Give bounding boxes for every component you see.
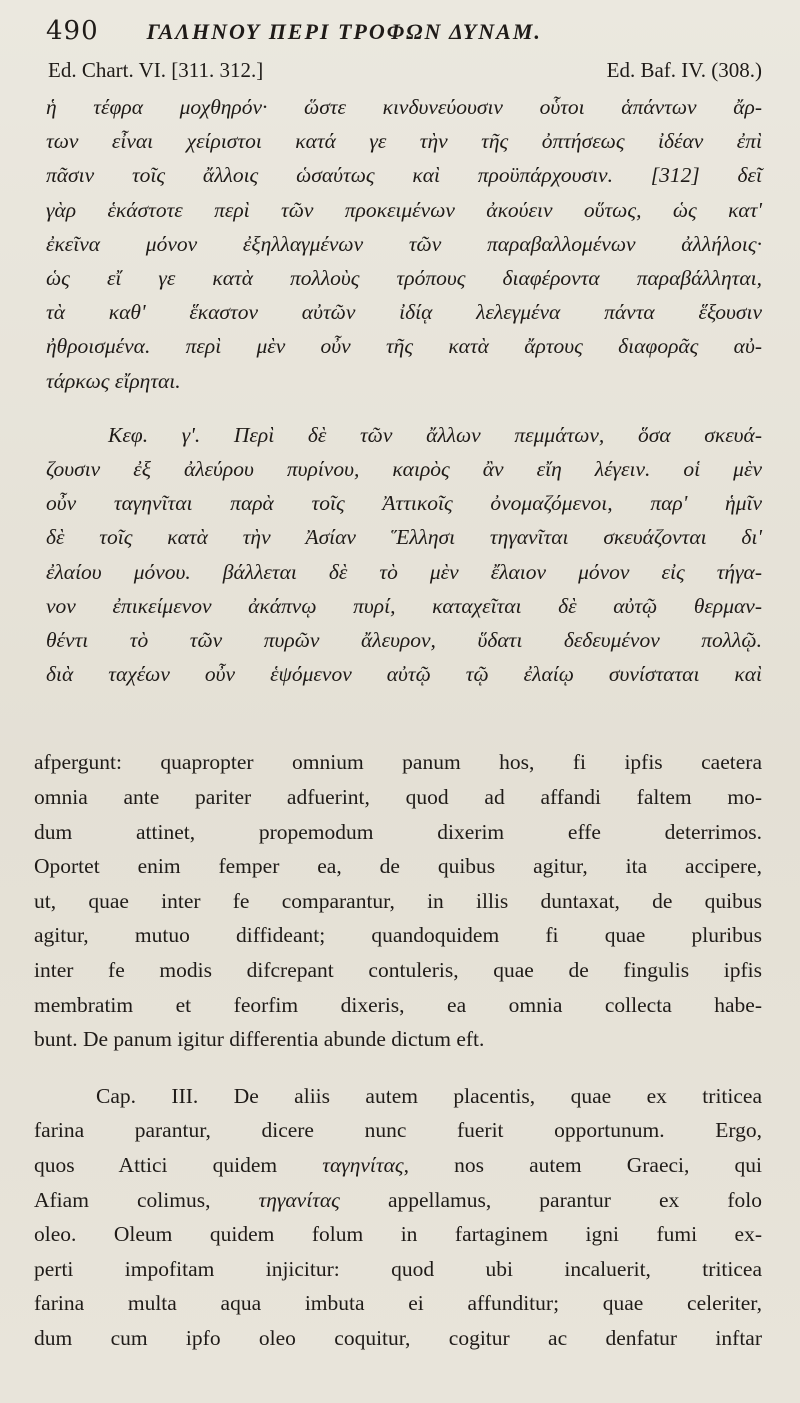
latin-line: farina multa aqua imbuta ei affunditur; quae celeriter, bbox=[34, 1291, 762, 1316]
greek-line: πᾶσιν τοῖς ἄλλοις ὡσαύτως καὶ προϋπάρχουσιν. [312] δεῖ bbox=[46, 163, 762, 188]
edition-chart-reference: Ed. Chart. VI. [311. 312.] bbox=[48, 58, 264, 82]
edition-basel-reference: Ed. Baf. IV. (308.) bbox=[606, 58, 762, 82]
greek-line: των εἶναι χείριστοι κατά γε τὴν τῆς ὀπτήσεως ἰδέαν ἐπὶ bbox=[46, 129, 762, 154]
latin-line: bunt. De panum igitur differentia abunde dictum eft. bbox=[34, 1027, 485, 1052]
latin-line: perti impofitam injicitur: quod ubi incaluerit, triticea bbox=[34, 1256, 762, 1281]
greek-line: γὰρ ἑκάστοτε περὶ τῶν προκειμένων ἀκούειν οὕτως, ὡς κατ' bbox=[46, 197, 762, 222]
greek-line: δὲ τοῖς κατὰ τὴν Ἀσίαν Ἕλλησι τηγανῖται σκευάζονται δι' bbox=[46, 525, 762, 550]
greek-term: ταγηνίτας bbox=[322, 1152, 404, 1177]
latin-line: dum attinet, propemodum dixerim effe deterrimos. bbox=[34, 819, 762, 844]
latin-text: quos Attici quidem bbox=[34, 1152, 278, 1177]
latin-line: Oportet enim femper ea, de quibus agitur, ita accipere, bbox=[34, 854, 762, 879]
latin-line: afpergunt: quapropter omnium panum hos, fi ipfis caetera bbox=[34, 750, 762, 775]
greek-line: ὡς εἴ γε κατὰ πολλοὺς τρόπους διαφέροντα παραβάλληται, bbox=[46, 266, 762, 291]
latin-line: dum cum ipfo oleo coquitur, cogitur ac denfatur inftar bbox=[34, 1325, 762, 1350]
latin-line: agitur, mutuo diffideant; quandoquidem fi quae pluribus bbox=[34, 923, 762, 948]
latin-text: Afiam colimus, bbox=[34, 1187, 211, 1212]
latin-paragraph-1 bbox=[34, 745, 762, 1056]
latin-paragraph-2 bbox=[34, 1079, 762, 1356]
greek-line: νον ἐπικείμενον ἀκάπνῳ πυρί, καταχεῖται δὲ αὐτῷ θερμαν- bbox=[46, 593, 762, 618]
greek-line: ζουσιν ἐξ ἀλεύρου πυρίνου, καιρὸς ἂν εἴη λέγειν. οἱ μὲν bbox=[46, 457, 762, 482]
greek-line: ἐλαίου μόνου. βάλλεται δὲ τὸ μὲν ἔλαιον μόνον εἰς τήγα- bbox=[46, 559, 762, 584]
greek-chapter-heading-line: Κεφ. γ'. Περὶ δὲ τῶν ἄλλων πεμμάτων, ὅσα σκευά- bbox=[108, 422, 762, 447]
latin-text: , nos autem Graeci, qui bbox=[403, 1152, 762, 1177]
latin-line: ut, quae inter fe comparantur, in illis duntaxat, de quibus bbox=[34, 888, 762, 913]
latin-line: membratim et feorfim dixeris, ea omnia collecta habe- bbox=[34, 992, 762, 1017]
greek-line: διὰ ταχέων οὖν ἑψόμενον αὐτῷ τῷ ἐλαίῳ συνίσταται καὶ bbox=[46, 662, 762, 687]
greek-line: οὖν ταγηνῖται παρὰ τοῖς Ἀττικοῖς ὀνομαζόμενοι, παρ' ἡμῖν bbox=[46, 491, 762, 516]
latin-line: oleo. Oleum quidem folum in fartaginem igni fumi ex- bbox=[34, 1222, 762, 1247]
running-head bbox=[46, 16, 762, 58]
latin-text: appellamus, parantur ex folo bbox=[387, 1187, 763, 1212]
edition-reference-line bbox=[48, 58, 762, 90]
greek-line: ἠθροισμένα. περὶ μὲν οὖν τῆς κατὰ ἄρτους διαφορᾶς αὐ- bbox=[46, 334, 762, 359]
page-number: 490 bbox=[46, 16, 99, 46]
greek-line: θέντι τὸ τῶν πυρῶν ἄλευρον, ὕδατι δεδευμένον πολλῷ. bbox=[46, 628, 762, 653]
latin-text-block bbox=[34, 745, 762, 1355]
greek-line: ἐκεῖνα μόνον ἐξηλλαγμένων τῶν παραβαλλομένων ἀλλήλοις· bbox=[46, 231, 762, 256]
greek-line: τὰ καθ' ἕκαστον αὐτῶν ἰδίᾳ λελεγμένα πάντα ἕξουσιν bbox=[46, 300, 762, 325]
latin-line bbox=[34, 1183, 762, 1218]
greek-text-block bbox=[46, 90, 762, 691]
greek-paragraph-1 bbox=[46, 90, 762, 398]
greek-paragraph-2 bbox=[46, 418, 762, 692]
latin-line: inter fe modis difcrepant contuleris, quae de fingulis ipfis bbox=[34, 958, 762, 983]
greek-line: ἡ τέφρα μοχθηρόν· ὥστε κινδυνεύουσιν οὗτοι ἁπάντων ἄρ- bbox=[46, 95, 762, 119]
latin-line: omnia ante pariter adfuerint, quod ad affandi faltem mo- bbox=[34, 785, 762, 810]
greek-term: τηγανίτας bbox=[258, 1187, 340, 1212]
greek-line: τάρκως εἴρηται. bbox=[46, 368, 181, 393]
latin-chapter-heading-line: Cap. III. De aliis autem placentis, quae ex triticea bbox=[96, 1083, 762, 1108]
latin-line bbox=[34, 1148, 762, 1183]
latin-line: farina parantur, dicere nunc fuerit opportunum. Ergo, bbox=[34, 1118, 762, 1143]
running-title: ΓΑΛΗΝΟΥ ΠΕΡΙ ΤΡΟΦΩΝ ΔΥΝΑΜ. bbox=[146, 19, 542, 44]
